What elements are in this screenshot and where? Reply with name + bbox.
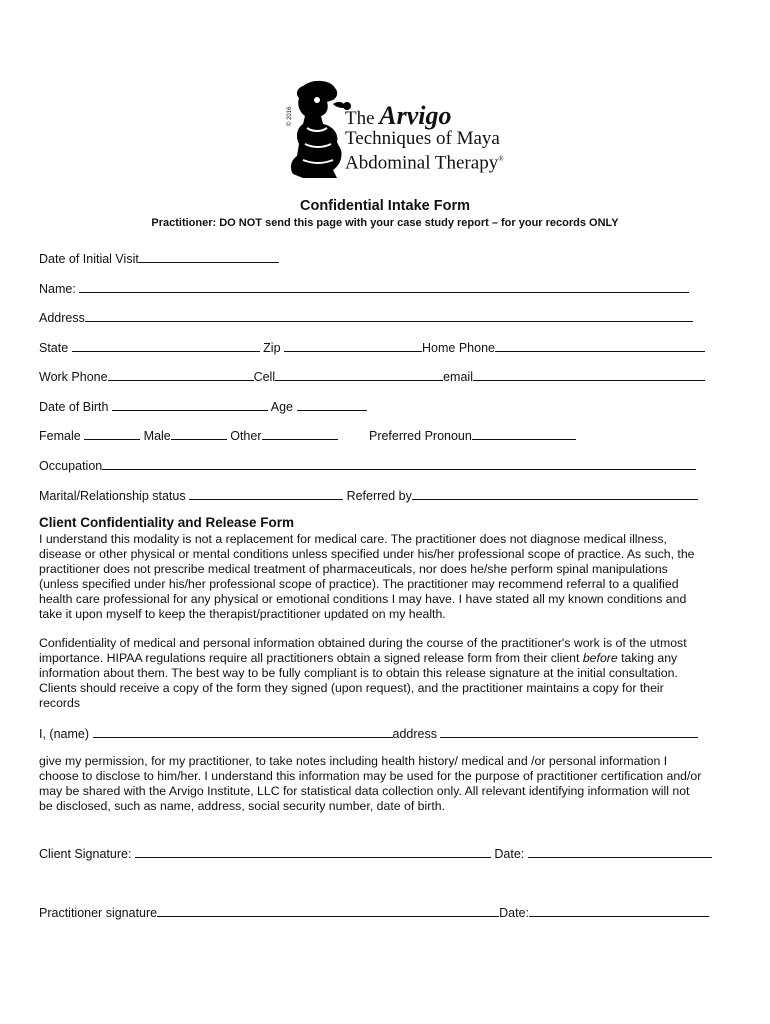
- pronoun-field[interactable]: [472, 427, 576, 440]
- row-practitioner-signature: [39, 904, 709, 920]
- label-date2: Date:: [499, 906, 530, 920]
- para1-line: practitioner does not prescribe medical treatment of pharmaceuticals, nor does he/she perform spinal manipulations: [39, 562, 668, 576]
- row-state-zip-phone: [39, 339, 705, 355]
- female-field[interactable]: [84, 427, 140, 440]
- label-other: Other: [230, 429, 262, 443]
- label-address: Address: [39, 311, 85, 325]
- label-zip: Zip: [263, 341, 281, 355]
- referred-field[interactable]: [412, 487, 698, 500]
- para2-emphasis: before: [582, 651, 618, 665]
- para2-line: [39, 651, 719, 666]
- para1-line: (unless specified under his/her professional scope of practice). The practitioner may recommend referral to a qualified: [39, 577, 679, 591]
- logo-wordmark: [345, 101, 504, 174]
- consent-address-field[interactable]: [440, 725, 698, 738]
- row-date-initial-visit: [39, 250, 279, 266]
- row-gender-pronoun: [39, 427, 576, 443]
- marital-field[interactable]: [189, 487, 343, 500]
- state-field[interactable]: [72, 339, 260, 352]
- name-field[interactable]: [79, 280, 689, 293]
- para2-line: Clients should receive a copy of the form they signed (upon request), and the practitioner maintains a copy for their: [39, 681, 664, 695]
- logo-registered: ®: [498, 155, 504, 163]
- label-date-initial-visit: Date of Initial Visit: [39, 252, 139, 266]
- label-age: Age: [270, 400, 294, 414]
- row-work-cell-email: [39, 368, 705, 384]
- para2-text: importance. HIPAA regulations require all practitioners obtain a signed release form from their client: [39, 651, 583, 665]
- para2-line: records: [39, 696, 81, 710]
- row-marital-referred: [39, 487, 698, 503]
- row-name: [39, 280, 689, 296]
- para2-text: taking any: [617, 651, 678, 665]
- arvigo-logo: [283, 78, 513, 184]
- other-field[interactable]: [262, 427, 338, 440]
- label-email: email: [443, 370, 473, 384]
- paragraph-confidentiality: [39, 636, 719, 711]
- page-subtitle: Practitioner: DO NOT send this page with your case study report – for your records ONLY: [151, 217, 619, 229]
- label-name: Name:: [39, 282, 76, 296]
- label-state: State: [39, 341, 69, 355]
- para3-line: give my permission, for my practitioner, to take notes including health history/ medical and /or personal information I: [39, 754, 668, 768]
- logo-arvigo: Arvigo: [379, 101, 452, 130]
- para3-line: choose to disclose to him/her. I understand this information may be used for the purpose of practitioner certification and/or: [39, 769, 702, 783]
- row-dob-age: [39, 398, 367, 414]
- label-practitioner-signature: Practitioner signature: [39, 906, 158, 920]
- label-occupation: Occupation: [39, 459, 103, 473]
- para2-line: Confidentiality of medical and personal information obtained during the course of the practitioner's work is of the utmost: [39, 636, 687, 650]
- label-date1: Date:: [494, 847, 525, 861]
- para1-line: health care professional for any physical or emotional conditions I may have. I have stated all my known conditions and: [39, 592, 687, 606]
- para2-line: information about them. The best way to be fully compliant is to obtain this release signature at the initial consultation.: [39, 666, 678, 680]
- client-signature-field[interactable]: [135, 845, 491, 858]
- email-field[interactable]: [473, 368, 705, 381]
- dob-field[interactable]: [112, 398, 268, 411]
- para1-line: disease or other physical or mental conditions unless specified under his/her professional scope of practice. As such, the: [39, 547, 695, 561]
- occupation-field[interactable]: [102, 457, 696, 470]
- label-pronoun: Preferred Pronoun: [368, 429, 472, 443]
- male-field[interactable]: [171, 427, 227, 440]
- label-male: Male: [143, 429, 171, 443]
- label-work-phone: Work Phone: [39, 370, 108, 384]
- label-client-signature: Client Signature:: [39, 847, 132, 861]
- logo-line2: Techniques of Maya: [345, 128, 500, 149]
- logo-the: The: [345, 108, 375, 129]
- para3-line: may be shared with the Arvigo Institute, LLC for statistical data collection only. All relevant identifying information will not: [39, 784, 690, 798]
- date1-field[interactable]: [528, 845, 712, 858]
- row-client-signature: [39, 845, 712, 861]
- consent-name-field[interactable]: [93, 725, 393, 738]
- row-address: [39, 309, 693, 325]
- page-title: Confidential Intake Form: [300, 198, 470, 214]
- label-home-phone: Home Phone: [422, 341, 495, 355]
- logo-line3: Abdominal Therapy: [345, 152, 499, 174]
- date2-field[interactable]: [529, 904, 709, 917]
- para1-line: I understand this modality is not a replacement for medical care. The practitioner does not diagnose medical illness,: [39, 532, 667, 546]
- label-marital: Marital/Relationship status: [39, 489, 186, 503]
- section-heading: Client Confidentiality and Release Form: [39, 515, 295, 530]
- para1-line: take it upon myself to keep the therapist/practitioner updated on my health.: [39, 607, 446, 621]
- cell-field[interactable]: [275, 368, 443, 381]
- address-field[interactable]: [85, 309, 693, 322]
- para3-line: be disclosed, such as name, address, social security number, date of birth.: [39, 799, 446, 813]
- age-field[interactable]: [297, 398, 367, 411]
- work-phone-field[interactable]: [108, 368, 254, 381]
- logo-side-mark: © 2016: [287, 106, 293, 126]
- label-dob: Date of Birth: [39, 400, 109, 414]
- row-occupation: [39, 457, 696, 473]
- label-consent-address: address: [392, 727, 437, 741]
- label-female: Female: [39, 429, 81, 443]
- row-consent-name: [39, 725, 698, 741]
- practitioner-signature-field[interactable]: [157, 904, 499, 917]
- home-phone-field[interactable]: [495, 339, 705, 352]
- zip-field[interactable]: [284, 339, 422, 352]
- label-referred: Referred by: [346, 489, 412, 503]
- paragraph-permission: [39, 754, 719, 814]
- label-cell: Cell: [253, 370, 276, 384]
- label-consent-name: I, (name): [39, 727, 90, 741]
- date-initial-visit-field[interactable]: [139, 250, 279, 263]
- paragraph-disclaimer: [39, 532, 719, 622]
